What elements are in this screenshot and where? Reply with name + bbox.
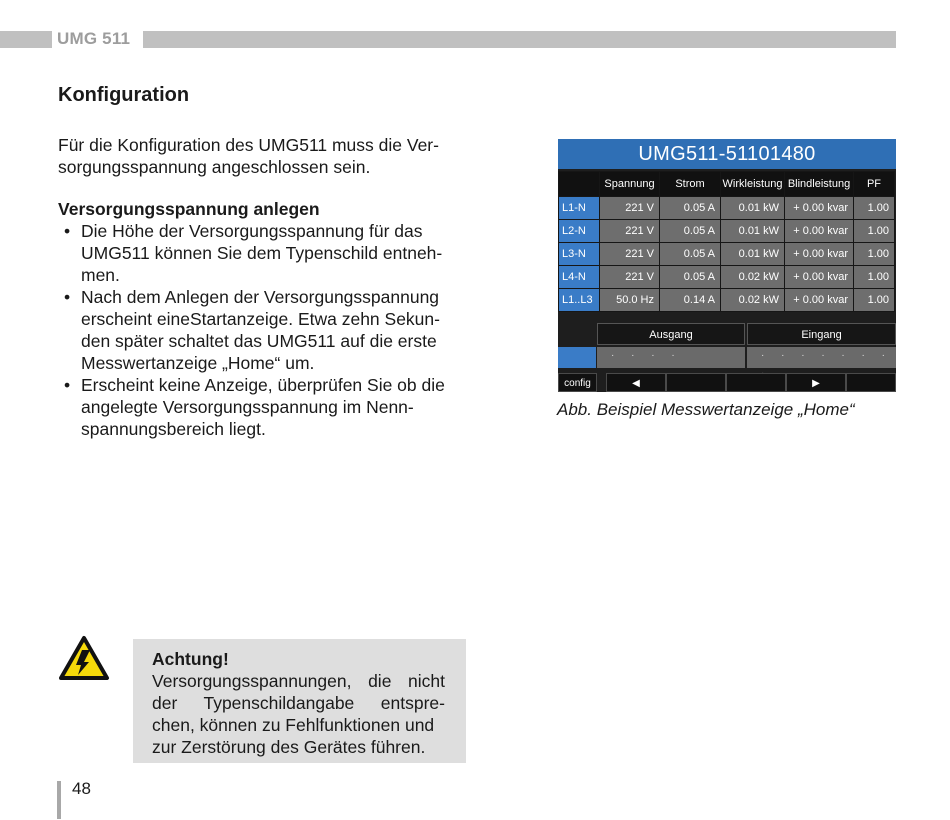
table-cell: + 0.00 kvar <box>785 289 853 311</box>
table-cell: + 0.00 kvar <box>785 220 853 242</box>
bullet-line: den später schaltet das UMG511 auf die erste <box>81 331 437 351</box>
table-cell: 1.00 <box>854 266 894 288</box>
table-row <box>559 197 894 219</box>
figure-caption: Abb. Beispiel Messwertanzeige „Home“ <box>557 400 855 419</box>
body-text <box>58 134 468 440</box>
softkey-blank <box>726 373 786 392</box>
table-cell: 0.05 A <box>660 220 720 242</box>
warning-line: Versorgungsspannungen, die nicht <box>152 671 445 691</box>
page-number-bar <box>57 781 61 819</box>
warning-text <box>152 648 445 758</box>
bullet-line: angelegte Versorgungsspannung im Nenn- <box>81 397 414 417</box>
column-header: PF <box>854 172 894 196</box>
screen-title: UMG511-51101480 <box>558 139 896 169</box>
row-label: L4-N <box>559 266 599 288</box>
measurement-table <box>558 171 895 312</box>
table-cell: 0.05 A <box>660 243 720 265</box>
column-header: Spannung <box>600 172 659 196</box>
bullet-list <box>58 220 468 440</box>
table-row <box>559 220 894 242</box>
header-bar-left <box>0 31 52 48</box>
bullet-item <box>58 286 468 374</box>
column-header: Wirkleistung <box>721 172 784 196</box>
column-header: Strom <box>660 172 720 196</box>
bullet-line: erscheint eineStartanzeige. Etwa zehn Sekun- <box>81 309 440 329</box>
device-screen-image <box>558 139 896 392</box>
bullet-line: UMG511 können Sie dem Typenschild entneh- <box>81 243 443 263</box>
warning-line: chen, können zu Fehlfunktionen und <box>152 715 435 735</box>
high-voltage-warning-icon <box>58 635 110 686</box>
input-dots: · · · · · · · <box>747 347 896 368</box>
table-row <box>559 266 894 288</box>
warning-line: der Typenschildangabe entspre- <box>152 693 445 713</box>
softkey-blank <box>846 373 896 392</box>
section-title: Konfiguration <box>58 84 190 106</box>
table-cell: 0.01 kW <box>721 197 784 219</box>
row-label: L1-N <box>559 197 599 219</box>
table-row <box>559 289 894 311</box>
right-arrow-softkey: ▶ <box>786 373 846 392</box>
warning-line: zur Zerstörung des Gerätes führen. <box>152 737 426 757</box>
config-softkey: config <box>558 373 597 392</box>
table-cell: 50.0 Hz <box>600 289 659 311</box>
table-cell: 1.00 <box>854 243 894 265</box>
table-cell: + 0.00 kvar <box>785 266 853 288</box>
table-header-row <box>559 172 894 196</box>
header-corner <box>559 172 599 196</box>
table-cell: 0.01 kW <box>721 220 784 242</box>
bullet-line: men. <box>81 265 120 285</box>
bullet-line: Erscheint keine Anzeige, überprüfen Sie ob die <box>81 375 445 395</box>
table-cell: 221 V <box>600 197 659 219</box>
table-cell: 221 V <box>600 266 659 288</box>
warning-title: Achtung! <box>152 649 229 669</box>
left-arrow-softkey: ◀ <box>606 373 666 392</box>
output-dots: · · · · <box>597 347 745 368</box>
table-cell: 0.05 A <box>660 266 720 288</box>
screen-blue-block <box>558 347 596 368</box>
bullet-line: Nach dem Anlegen der Versorgungsspannung <box>81 287 440 307</box>
table-cell: 0.01 kW <box>721 243 784 265</box>
bullet-item <box>58 374 468 440</box>
table-cell: 0.02 kW <box>721 289 784 311</box>
table-cell: 0.05 A <box>660 197 720 219</box>
table-cell: 1.00 <box>854 220 894 242</box>
header-label: UMG 511 <box>57 29 131 48</box>
table-cell: 1.00 <box>854 197 894 219</box>
bullet-line: Messwertanzeige „Home“ um. <box>81 353 315 373</box>
table-cell: 0.14 A <box>660 289 720 311</box>
row-label: L3-N <box>559 243 599 265</box>
intro-paragraph <box>58 134 468 178</box>
column-header: Blindleistung <box>785 172 853 196</box>
bullet-item <box>58 220 468 286</box>
intro-line: Für die Konfiguration des UMG511 muss die Ver- <box>58 135 439 155</box>
page-number: 48 <box>72 779 91 798</box>
input-label: Eingang <box>747 323 896 345</box>
row-label: L1..L3 <box>559 289 599 311</box>
table-cell: 221 V <box>600 220 659 242</box>
bullet-line: Die Höhe der Versorgungsspannung für das <box>81 221 423 241</box>
subheading: Versorgungsspannung anlegen <box>58 199 320 219</box>
table-cell: 221 V <box>600 243 659 265</box>
table-cell: + 0.00 kvar <box>785 197 853 219</box>
table-cell: + 0.00 kvar <box>785 243 853 265</box>
output-label: Ausgang <box>597 323 745 345</box>
softkey-blank <box>666 373 726 392</box>
intro-line: sorgungsspannung angeschlossen sein. <box>58 157 371 177</box>
bullet-line: spannungsbereich liegt. <box>81 419 266 439</box>
header-bar-right <box>143 31 896 48</box>
table-cell: 0.02 kW <box>721 266 784 288</box>
table-row <box>559 243 894 265</box>
table-cell: 1.00 <box>854 289 894 311</box>
row-label: L2-N <box>559 220 599 242</box>
